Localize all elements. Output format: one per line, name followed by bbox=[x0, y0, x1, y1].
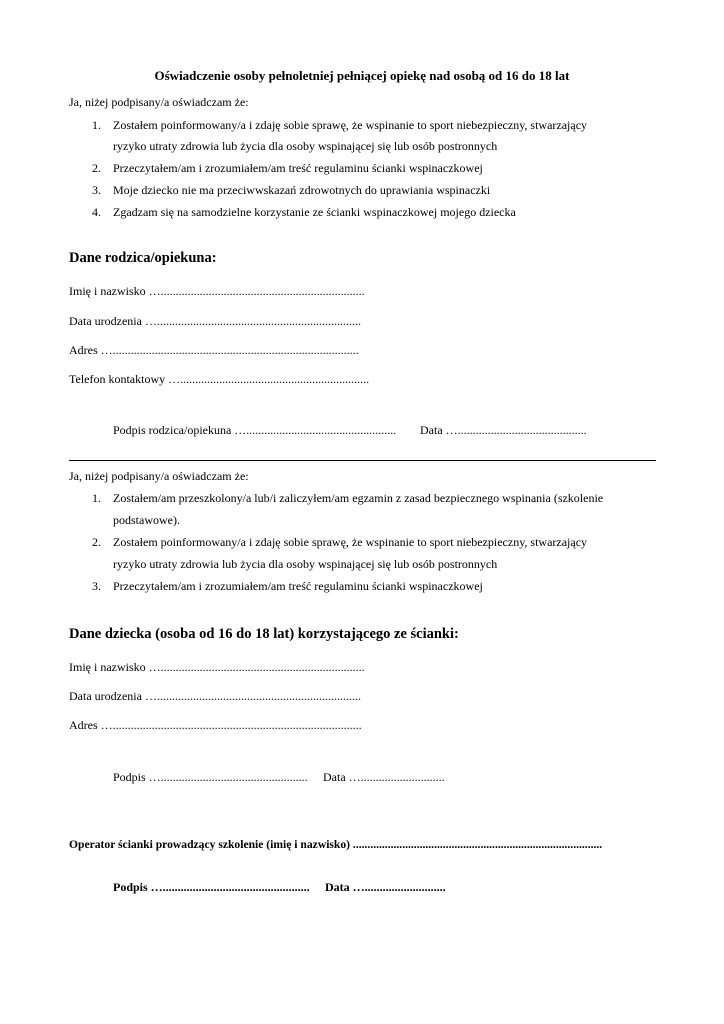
parent-item-text: Przeczytałem/am i zrozumiałem/am treść regulaminu ścianki wspinaczkowej bbox=[113, 161, 483, 175]
operator-signature-line: Podpis …................................................. bbox=[113, 880, 310, 894]
parent-intro: Ja, niżej podpisany/a oświadczam że: bbox=[69, 95, 249, 109]
child-name-field: Imię i nazwisko ….................................................................... bbox=[69, 660, 365, 674]
parent-signature-line: Podpis rodzica/opiekuna ….................................................. bbox=[113, 423, 397, 437]
section-divider bbox=[69, 460, 656, 461]
parent-item-number: 4. bbox=[92, 205, 101, 219]
child-date-line: Data …............................ bbox=[323, 770, 445, 784]
child-signature-line: Podpis …................................................. bbox=[113, 770, 308, 784]
operator-date-line: Data …........................... bbox=[325, 880, 446, 894]
child-item-text: Zostałem/am przeszkolony/a lub/i zaliczyłem/am egzamin z zasad bezpiecznego wspinania (szkolenie bbox=[113, 491, 604, 505]
parent-item-number: 3. bbox=[92, 183, 101, 197]
child-intro: Ja, niżej podpisany/a oświadczam że: bbox=[69, 469, 249, 483]
parent-data-heading: Dane rodzica/opiekuna: bbox=[69, 250, 217, 266]
parent-phone-field: Telefon kontaktowy …............................................................... bbox=[69, 372, 370, 386]
child-item-text: Przeczytałem/am i zrozumiałem/am treść regulaminu ścianki wspinaczkowej bbox=[113, 579, 483, 593]
child-item-number: 2. bbox=[92, 535, 101, 549]
child-item-text: Zostałem poinformowany/a i zdaję sobie sprawę, że wspinanie to sport niebezpieczny, stwarzający bbox=[113, 535, 588, 549]
parent-item-text: Zgadzam się na samodzielne korzystanie ze ścianki wspinaczkowej mojego dziecka bbox=[113, 205, 516, 219]
child-item-text-continued: ryzyko utraty zdrowia lub życia dla osoby wspinającej się lub osób postronnych bbox=[113, 557, 498, 571]
child-address-field: Adres …................................................................................... bbox=[69, 718, 362, 732]
child-data-heading: Dane dziecka (osoba od 16 do 18 lat) korzystającego ze ścianki: bbox=[69, 626, 459, 642]
child-item-number: 1. bbox=[92, 491, 101, 505]
parent-name-field: Imię i nazwisko ….................................................................... bbox=[69, 284, 365, 298]
page-title: Oświadczenie osoby pełnoletniej pełniącej opiekę nad osobą od 16 do 18 lat bbox=[154, 68, 570, 83]
parent-birthdate-field: Data urodzenia ….................................................................... bbox=[69, 314, 361, 328]
parent-item-text: Zostałem poinformowany/a i zdaję sobie sprawę, że wspinanie to sport niebezpieczny, stwarzający bbox=[113, 118, 588, 132]
operator-name-line: Operator ścianki prowadzący szkolenie (imię i nazwisko) ...................................................................................... bbox=[69, 838, 603, 851]
parent-item-number: 1. bbox=[92, 118, 101, 132]
child-item-number: 3. bbox=[92, 579, 101, 593]
child-item-text-continued: podstawowe). bbox=[113, 513, 180, 527]
parent-item-text: Moje dziecko nie ma przeciwwskazań zdrowotnych do uprawiania wspinaczki bbox=[113, 183, 491, 197]
parent-item-text-continued: ryzyko utraty zdrowia lub życia dla osoby wspinającej się lub osób postronnych bbox=[113, 139, 498, 153]
child-birthdate-field: Data urodzenia ….................................................................... bbox=[69, 689, 361, 703]
parent-address-field: Adres ….................................................................................. bbox=[69, 343, 359, 357]
parent-item-number: 2. bbox=[92, 161, 101, 175]
parent-date-line: Data …........................................... bbox=[420, 423, 587, 437]
